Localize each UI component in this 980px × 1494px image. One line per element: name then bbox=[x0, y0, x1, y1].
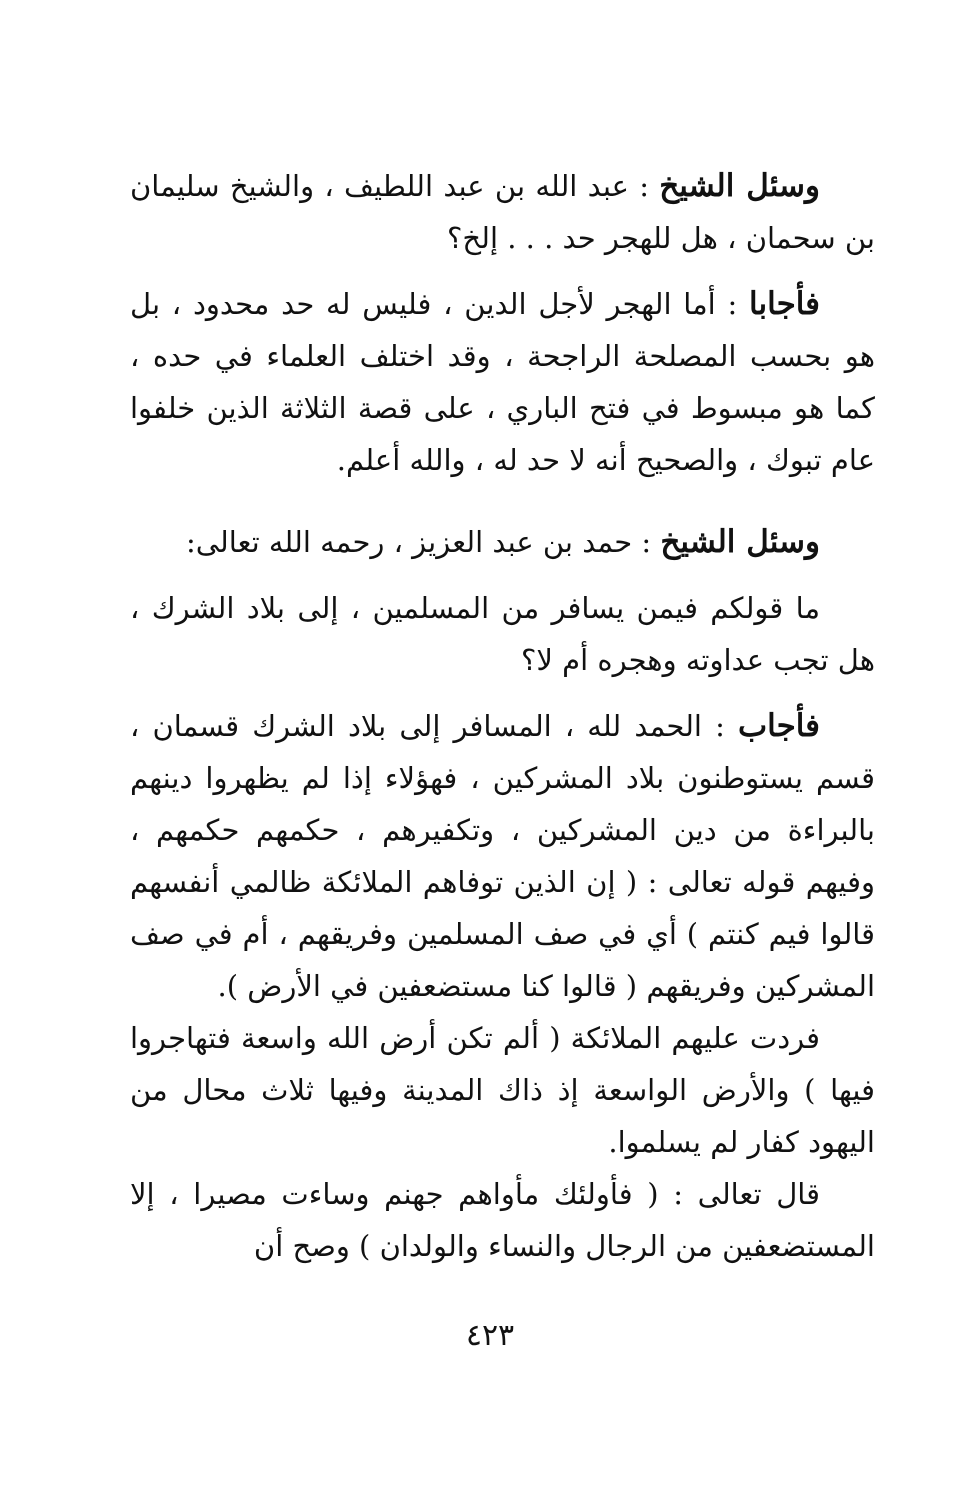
page-body bbox=[130, 160, 875, 1272]
question-body-2 bbox=[130, 582, 875, 686]
answer-lead-2: فأجاب bbox=[737, 708, 820, 744]
question-paragraph-1 bbox=[130, 160, 875, 264]
question-paragraph-2 bbox=[130, 516, 875, 568]
question-body-text-2: ما قولكم فيمن يسافر من المسلمين ، إلى بلاد الشرك ، هل تجب عداوته وهجره أم لا؟ bbox=[130, 591, 875, 677]
answer-lead-1: فأجابا bbox=[749, 286, 820, 322]
question-text-2: : حمد بن عبد العزيز ، رحمه الله تعالى: bbox=[185, 525, 661, 559]
answer-paragraph-1 bbox=[130, 278, 875, 486]
answer-paragraph-2 bbox=[130, 700, 875, 1012]
answer-paragraph-4 bbox=[130, 1168, 875, 1272]
answer-text-4: قال تعالى : ( فأولئك مأواهم جهنم وساءت مصيرا ، إلا المستضعفين من الرجال والنساء والولدان ) وصح أن bbox=[130, 1177, 875, 1263]
question-lead-1: وسئل الشيخ bbox=[659, 168, 820, 204]
answer-text-3: فردت عليهم الملائكة ( ألم تكن أرض الله واسعة فتهاجروا فيها ) والأرض الواسعة إذ ذاك المدينة وفيها ثلاث محال من اليهود كفار لم يسلموا. bbox=[130, 1021, 876, 1159]
answer-paragraph-3 bbox=[130, 1012, 875, 1168]
answer-text-1: : أما الهجر لأجل الدين ، فليس له حد محدود ، بل هو بحسب المصلحة الراجحة ، وقد اختلف العلماء في حده ، كما هو مبسوط في فتح الباري ، على قصة الثلاثة الذين خلفوا عام تبوك ، والصحيح أنه لا حد له ، والله أعلم. bbox=[130, 287, 875, 477]
page-number: ٤٢٣ bbox=[465, 1318, 515, 1353]
question-text-1: : عبد الله بن عبد اللطيف ، والشيخ سليمان بن سحمان ، هل للهجر حد . . . إلخ؟ bbox=[130, 169, 875, 255]
answer-text-2: : الحمد لله ، المسافر إلى بلاد الشرك قسمان ، قسم يستوطنون بلاد المشركين ، فهؤلاء إذا لم يظهروا دينهم بالبراءة من دين المشركين ، وتكفيرهم ، حكمهم حكمهم ، وفيهم قوله تعالى : ( إن الذين توفاهم الملائكة ظالمي أنفسهم قالوا فيم كنتم ) أي في صف المسلمين وفريقهم ، أم في صف المشركين وفريقهم ( قالوا كنا مستضعفين في الأرض ). bbox=[130, 709, 875, 1003]
question-lead-2: وسئل الشيخ bbox=[660, 524, 820, 560]
